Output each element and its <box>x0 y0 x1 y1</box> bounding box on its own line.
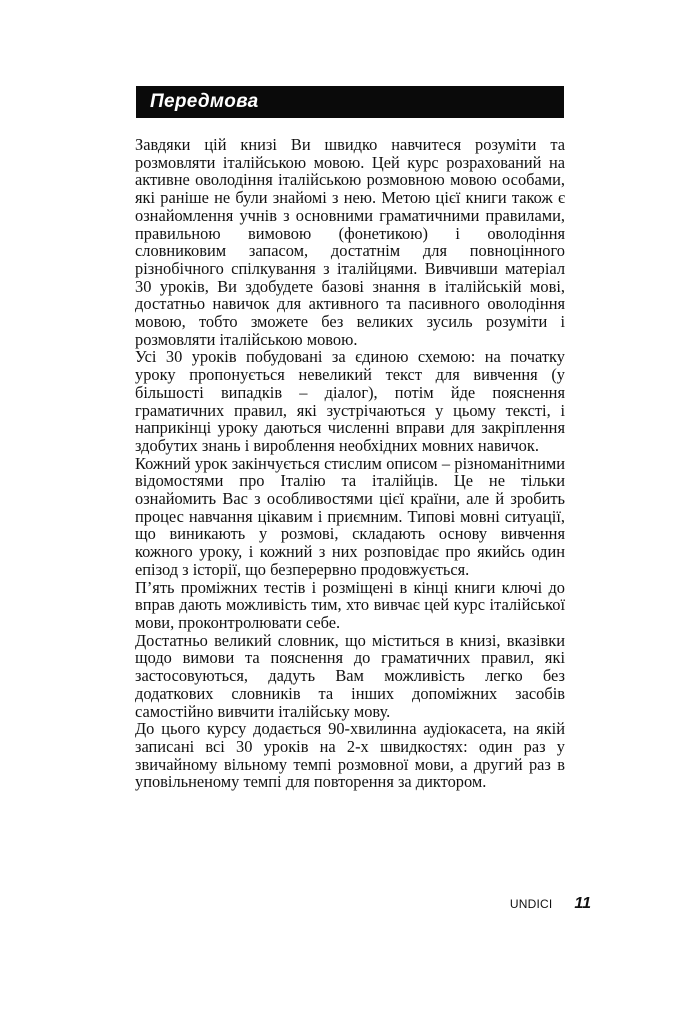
section-header-bar <box>136 86 564 118</box>
preface-body <box>135 136 565 791</box>
paragraph: П’ять проміжних тестів і розміщені в кінці книги ключі до вправ дають можливість тим, хто вивчає цей курс італійської мови, проконтролювати себе. <box>135 577 565 632</box>
running-head: UNDICI <box>509 897 553 911</box>
paragraph: Завдяки цій книзі Ви швидко навчитеся розуміти та розмовляти італійською мовою. Цей курс розрахований на активне оволодіння італійською розмовною мовою особами, які раніше не були знайомі з нею. Метою цієї книги також є ознайомлення учнів з основними граматичними правилами, правильною вимовою (фонетикою) і оволодіння словниковим запасом, достатнім для повноцінного різнобічного спілкування з італійцями. Вивчивши матеріал 30 уроків, Ви здобудете базові знання в італійській мові, достатньо навичок для активного та пасивного оволодіння мовою, тобто зможете без великих зусиль розуміти і розмовляти італійською мовою. <box>135 135 565 349</box>
page-footer <box>510 895 591 913</box>
paragraph: Достатньо великий словник, що міститься в книзі, вказівки щодо вимови та пояснення до граматичних правил, які застосовуються, дадуть Вам можливість легко без додаткових словників та інших допоміжних засобів самостійно вивчити італійську мову. <box>135 630 565 721</box>
paragraph: До цього курсу додається 90-хвилинна аудіокасета, на якій записані всі 30 уроків на 2-х швидкостях: один раз у звичайному вільному темпі розмовної мови, а другий раз в уповільненому темпі для повторення за диктором. <box>135 719 565 792</box>
paragraph: Кожний урок закінчується стислим описом – різноманітними відомостями про Італію та італійців. Це не тільки ознайомить Вас з особливостями цієї країни, але й зробить процес навчання цікавим і приємним. Типові мовні ситуації, що виникають у розмові, складають основу вивчення кожного уроку, і кожний з них розповідає про якийсь один епізод з історії, що безперервно продовжується. <box>135 453 565 579</box>
page-number: 11 <box>574 895 591 912</box>
paragraph: Усі 30 уроків побудовані за єдиною схемою: на початку уроку пропонується невеликий текст для вивчення (у більшості випадків – діалог), потім йде пояснення граматичних правил, які зустрічаються у цьому тексті, і наприкінці уроку даються численні вправи для закріплення здобутих знань і вироблення необхідних мовних навичок. <box>135 347 565 455</box>
section-title: Передмова <box>150 91 259 112</box>
